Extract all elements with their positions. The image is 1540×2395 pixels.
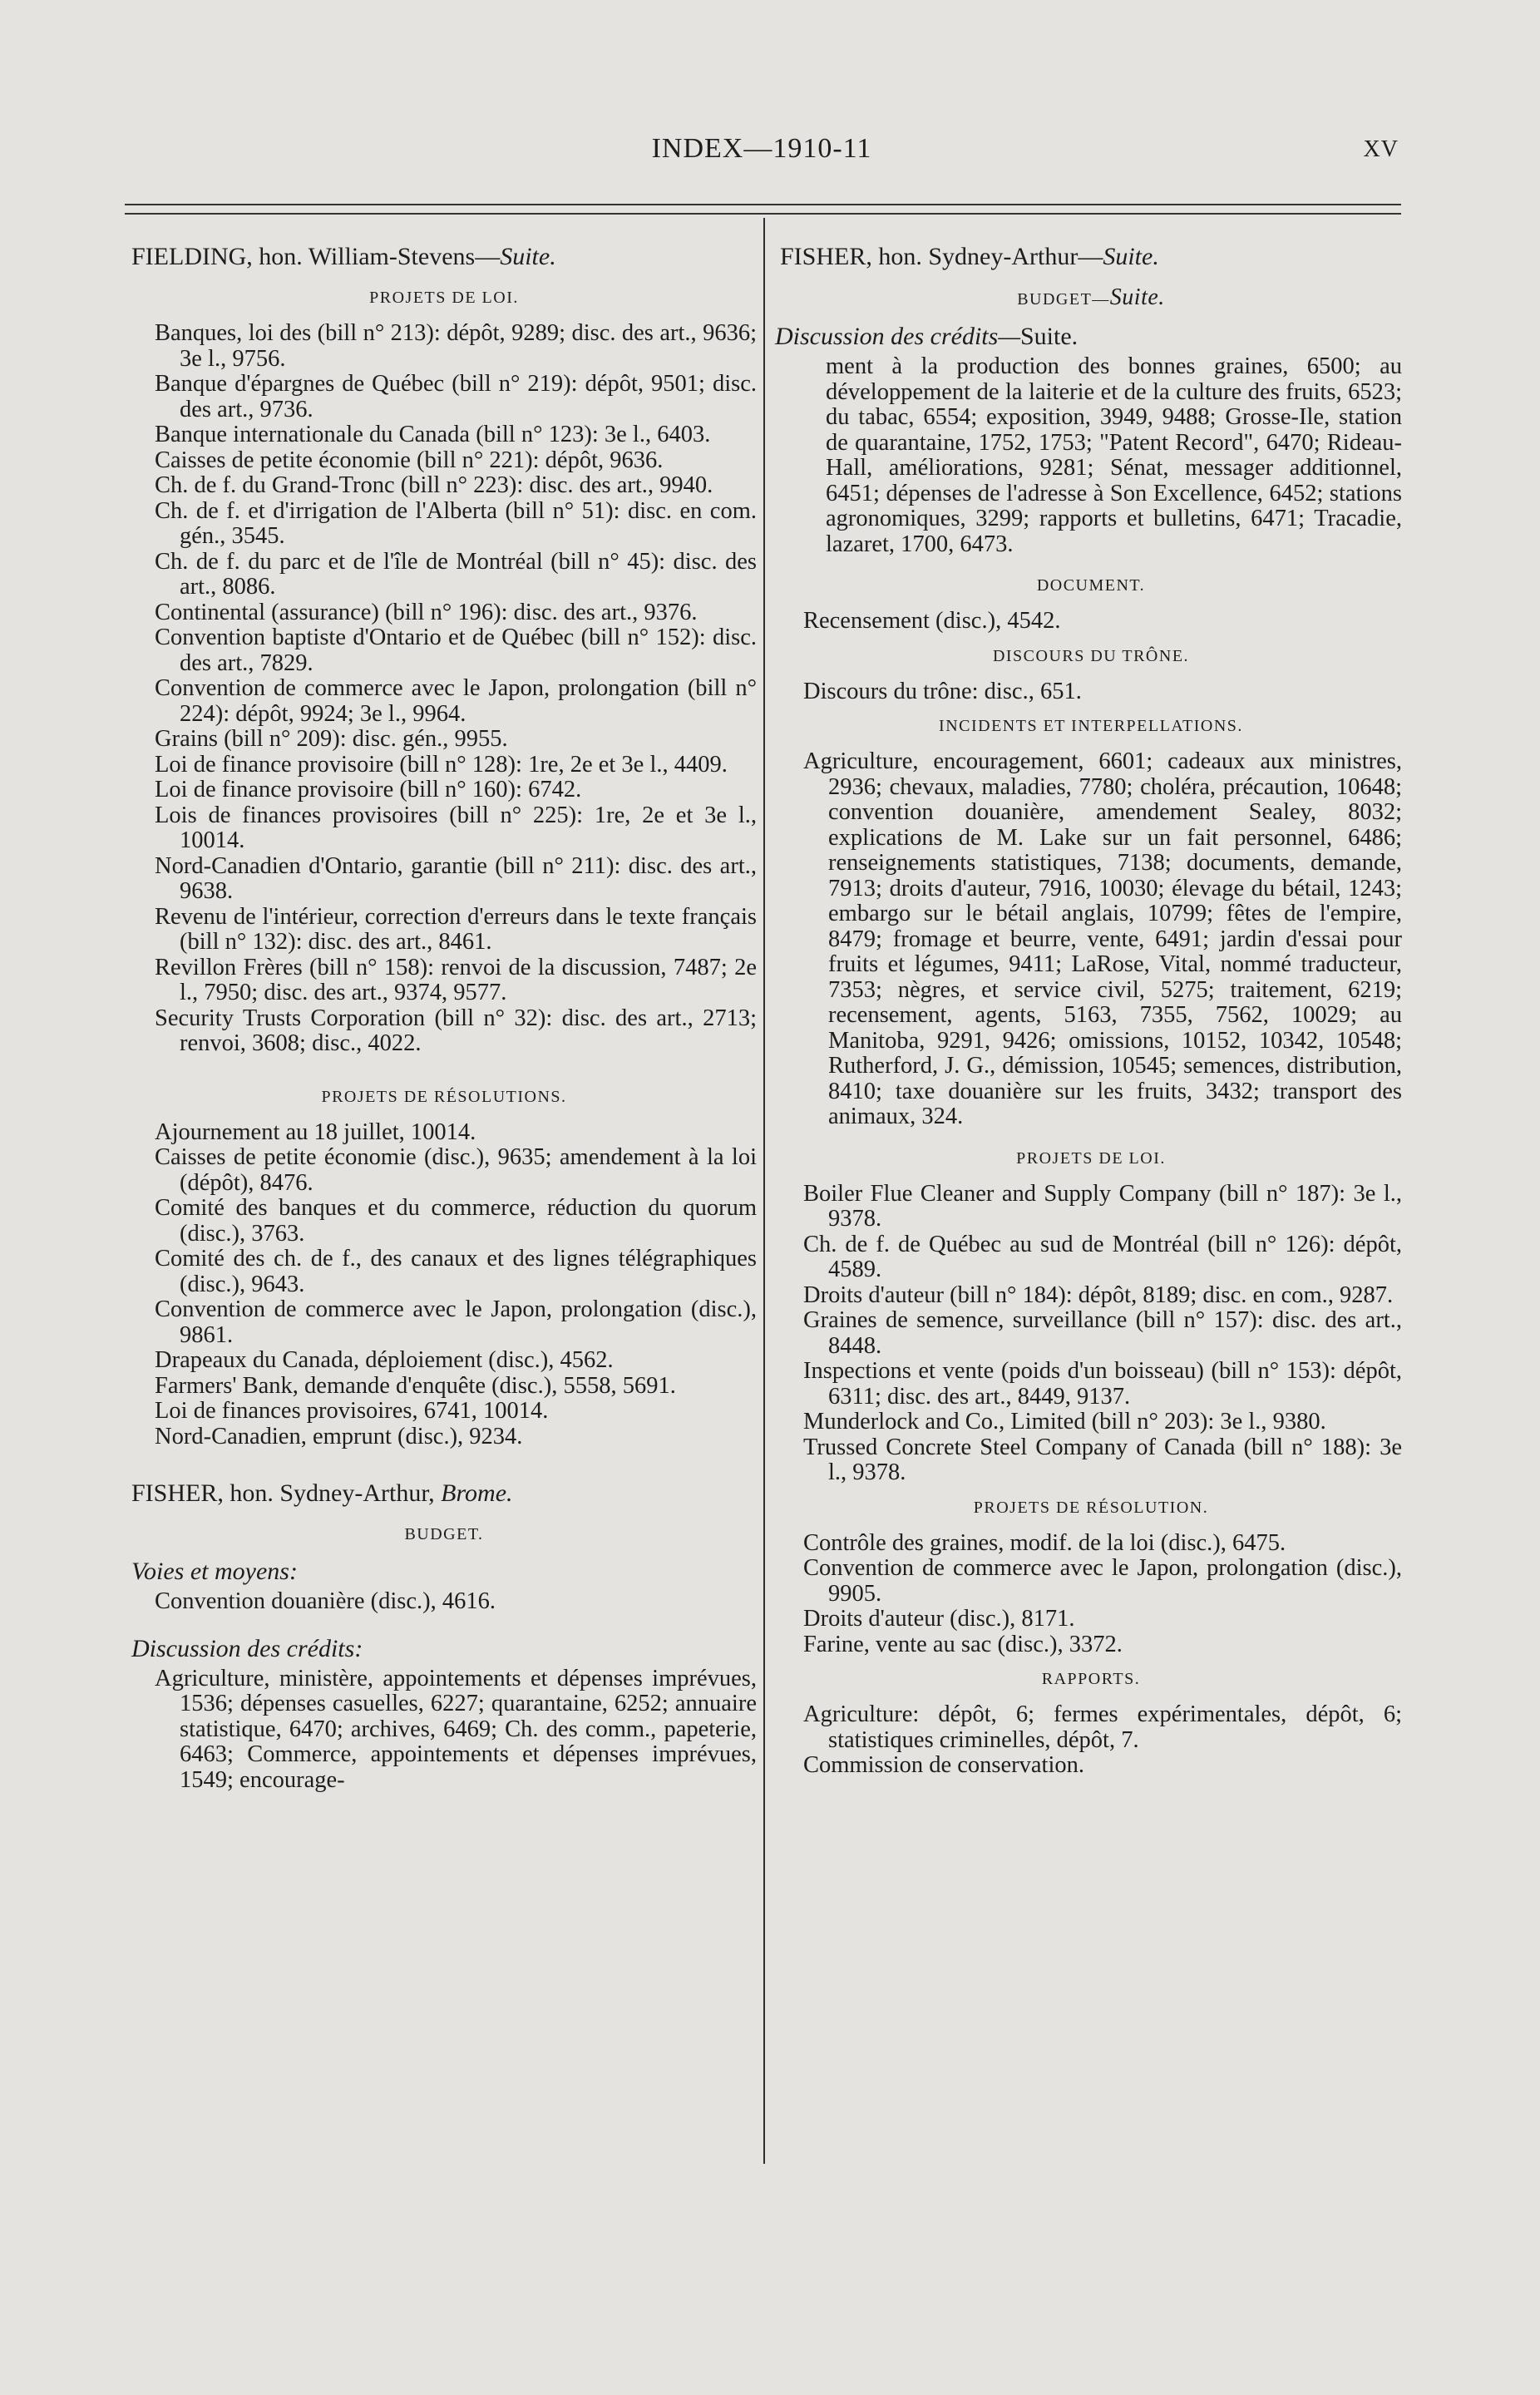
page-number: XV [1363,136,1399,162]
index-entry: Convention douanière (disc.), 4616. [155,1588,496,1614]
section-header-bills: PROJETS DE LOI. [369,289,519,307]
index-entry: Nord-Canadien, emprunt (disc.), 9234. [155,1423,523,1449]
index-entry: Ch. de f. de Québec au sud de Montréal (bill n° 126): dépôt, 4589. [803,1231,1402,1282]
index-entry: Convention de commerce avec le Japon, prolongation (disc.), 9861. [155,1296,757,1348]
document-list [780,609,1402,635]
index-entry: Discours du trône: disc., 651. [803,678,1082,704]
index-entry: Caisses de petite économie (disc.), 9635; amendement à la loi (dépôt), 8476. [155,1144,757,1196]
index-entry: Convention de commerce avec le Japon, prolongation (disc.), 9905. [803,1555,1402,1607]
index-entry: Lois de finances provisoires (bill n° 225): 1re, 2e et 3e l., 10014. [155,802,757,853]
right-column [775,243,1402,1779]
section-header-incidents: INCIDENTS ET INTERPELLATIONS. [939,717,1243,735]
heading-name: FISHER, hon. Sydney-Arthur— [780,243,1103,270]
left-column [131,243,757,1793]
section-header-budget-suite [780,284,1402,310]
heading-continued: Suite. [1103,243,1159,270]
section-header-document: DOCUMENT. [1036,576,1146,595]
index-entry: Revenu de l'intérieur, correction d'erreurs dans le texte français (bill n° 132): disc. des art., 8461. [155,903,757,955]
header-rule-bottom [125,213,1401,215]
index-entry: Recensement (disc.), 4542. [803,608,1061,634]
index-entry: Grains (bill n° 209): disc. gén., 9955. [155,726,508,752]
index-entry: Ch. de f. du parc et de l'île de Montréal (bill n° 45): disc. des art., 8086. [155,548,757,600]
index-entry: Droits d'auteur (bill n° 184): dépôt, 8189; disc. en com., 9287. [803,1281,1394,1308]
index-entry: Comité des ch. de f., des canaux et des lignes télégraphiques (disc.), 9643. [155,1246,757,1297]
resolution-list [780,1531,1402,1658]
section-header-resolutions: PROJETS DE RÉSOLUTIONS. [321,1087,567,1106]
index-entry: Ch. de f. et d'irrigation de l'Alberta (bill n° 51): disc. en com. gén., 3545. [155,497,757,549]
index-entry: Revillon Frères (bill n° 158): renvoi de la discussion, 7487; 2e l., 7950; disc. des art., 9374, 9577. [155,954,757,1005]
index-entry: Continental (assurance) (bill n° 196): disc. des art., 9376. [155,599,698,625]
heading-name: FISHER, hon. Sydney-Arthur, [131,1479,442,1507]
continued-entry: ment à la production des bonnes graines, 6500; au développement de la laiterie et de la culture des fruits, 6523; du tabac, 6554; exposition, 3949, 9488; Grosse-Ile, station de quarantaine, 1752, 1753; "Patent Record", 6470; Rideau-Hall, améliorations, 9281; Sénat, messager additionnel, 6451; dépenses de l'adresse à Son Excellence, 6452; stations agronomiques, 3299; rapports et bulletins, 6471; Tracadie, lazaret, 1700, 6473. [826,353,1402,557]
section-header-resolution: PROJETS DE RÉSOLUTION. [973,1498,1209,1517]
running-head-title: INDEX—1910-11 [651,133,872,164]
index-entry: Agriculture, encouragement, 6601; cadeaux aux ministres, 2936; chevaux, maladies, 7780; choléra, précaution, 10648; convention douanière, amendement Sealey, 8032; explications de M. Lake sur un fait personnel, 6486; renseignements statistiques, 7138; documents, demande, 7913; droits d'auteur, 7916, 10030; élevage du bétail, 1243; embargo sur le bétail anglais, 10799; fêtes de l'empire, 8479; fromage et beurre, vente, 6491; jardin d'essai pour fruits et légumes, 9411; LaRose, Vital, nommé traducteur, 7353; nègres, et service civil, 5275; traitement, 6219; recensement, agents, 5163, 7355, 7562, 10029; au Manitoba, 9291, 9426; omissions, 10152, 10342, 10548; Rutherford, J. G., démission, 10545; semences, distribution, 8410; taxe douanière sur les fruits, 3432; transport des animaux, 324. [803,748,1402,1129]
subheading-voies-et-moyens: Voies et moyens: [131,1558,298,1585]
index-entry: Drapeaux du Canada, déploiement (disc.), 4562. [155,1347,614,1373]
resolutions-list [131,1120,757,1450]
index-entry: Convention de commerce avec le Japon, prolongation (bill n° 224): dépôt, 9924; 3e l., 9964. [155,675,757,727]
heading-name: FIELDING, hon. William-Stevens— [131,243,501,270]
entry-heading-fisher-suite [780,243,1402,271]
header-rule-top [125,204,1401,205]
entry-heading-fisher [131,1479,757,1508]
index-entry: Banque d'épargnes de Québec (bill n° 219): dépôt, 9501; disc. des art., 9736. [155,371,757,422]
subheading-discussion-des-credits: Discussion des crédits: [131,1634,363,1662]
index-entry: Ajournement au 18 juillet, 10014. [155,1118,476,1145]
running-head [125,133,1399,166]
index-entry: Inspections et vente (poids d'un boisseau) (bill n° 153): dépôt, 6311; disc. des art., 8449, 9137. [803,1358,1402,1410]
voies-list [131,1589,757,1615]
section-header-reports: RAPPORTS. [1041,1670,1141,1688]
label-suite: Suite. [1020,323,1078,350]
index-entry: Farine, vente au sac (disc.), 3372. [803,1631,1123,1657]
budget-header-suite: Suite. [1109,284,1165,310]
budget-header-caps: BUDGET— [1017,290,1110,309]
section-header-budget: BUDGET. [404,1525,484,1543]
index-entry: Loi de finance provisoire (bill n° 128): 1re, 2e et 3e l., 4409. [155,751,728,778]
entry-heading-fielding [131,243,757,271]
subheading-discussion-suite [775,323,1402,351]
index-entry: Nord-Canadien d'Ontario, garantie (bill n° 211): disc. des art., 9638. [155,852,757,904]
index-entry: Munderlock and Co., Limited (bill n° 203): 3e l., 9380. [803,1409,1326,1435]
index-entry: Banques, loi des (bill n° 213): dépôt, 9289; disc. des art., 9636; 3e l., 9756. [155,320,757,372]
index-entry: Commission de conservation. [803,1752,1085,1778]
column-divider [763,218,765,2164]
index-entry: Loi de finance provisoire (bill n° 160): 6742. [155,777,582,802]
index-entry: Ch. de f. du Grand-Tronc (bill n° 223): disc. des art., 9940. [155,472,713,498]
section-header-bills: PROJETS DE LOI. [1016,1148,1166,1168]
index-entry: Convention baptiste d'Ontario et de Québec (bill n° 152): disc. des art., 7829. [155,625,757,676]
index-entry: Loi de finances provisoires, 6741, 10014. [155,1398,549,1424]
index-entry: Farmers' Bank, demande d'enquête (disc.), 5558, 5691. [155,1372,676,1399]
index-entry: Trussed Concrete Steel Company of Canada (bill n° 188): 3e l., 9378. [803,1434,1402,1485]
index-entry: Comité des banques et du commerce, réduction du quorum (disc.), 3763. [155,1195,757,1247]
incidents-list [780,749,1402,1130]
index-entry: Caisses de petite économie (bill n° 221): dépôt, 9636. [155,447,664,473]
index-entry: Graines de semence, surveillance (bill n° 157): disc. des art., 8448. [803,1307,1402,1359]
throne-list [780,679,1402,705]
index-entry: Agriculture, ministère, appointements et dépenses imprévues, 1536; dépenses casuelles, 6227; quarantaine, 6252; annuaire statistique, 6470; archives, 6469; Ch. des comm., papeterie, 6463; Commerce, appointements et dépenses imprévues, 1549; encourage- [155,1665,757,1793]
bills-list [131,321,757,1057]
index-entry: Security Trusts Corporation (bill n° 32): disc. des art., 2713; renvoi, 3608; disc., 4022. [155,1005,757,1056]
label-text: Discussion des crédits— [775,323,1020,350]
index-entry: Boiler Flue Cleaner and Supply Company (bill n° 187): 3e l., 9378. [803,1180,1402,1232]
discussion-list [131,1667,757,1794]
index-entry: Banque internationale du Canada (bill n° 123): 3e l., 6403. [155,422,711,447]
heading-continued: Suite. [500,243,556,270]
index-entry: Agriculture: dépôt, 6; fermes expérimentales, dépôt, 6; statistiques criminelles, dépôt, 7. [803,1701,1402,1753]
index-entry: Droits d'auteur (disc.), 8171. [803,1606,1075,1632]
index-entry: Contrôle des graines, modif. de la loi (disc.), 6475. [803,1529,1286,1556]
section-header-throne: DISCOURS DU TRÔNE. [992,646,1190,665]
bills-list [780,1182,1402,1486]
heading-riding: Brome. [441,1479,513,1507]
reports-list [780,1702,1402,1779]
